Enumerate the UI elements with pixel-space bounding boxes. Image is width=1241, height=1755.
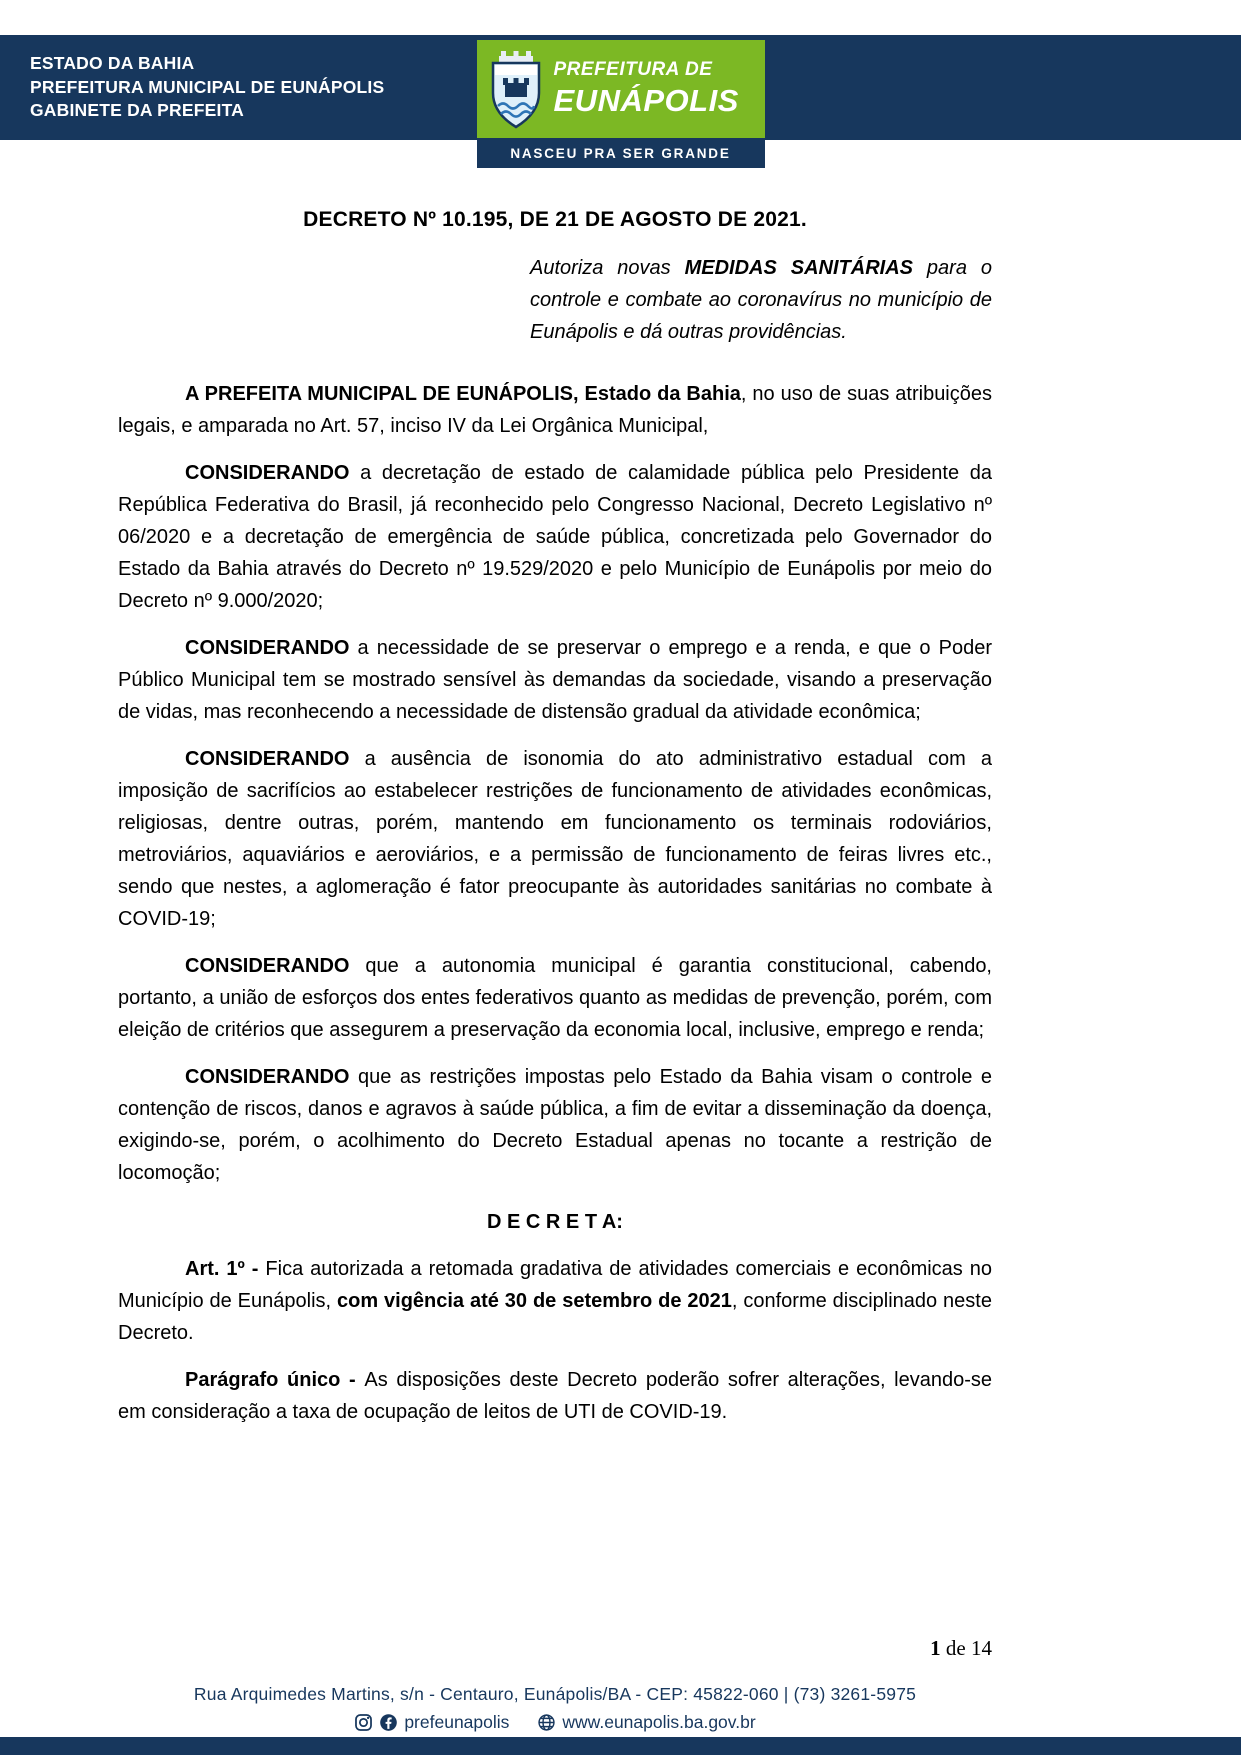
page-number [930,1636,992,1661]
text-run: , conforme disciplinado neste Decreto. [118,1290,992,1344]
text-run: CONSIDERANDO [185,748,350,770]
coat-of-arms-icon [487,49,545,129]
document-header [0,0,1241,168]
document-body [118,204,992,1428]
decree-paragraph-9 [118,1364,992,1428]
footer-address: Rua Arquimedes Martins, s/n - Centauro, Eunápolis/BA - CEP: 45822-060 | (73) 3261-5975 [193,1684,917,1704]
text-run: a ausência de isonomia do ato administrativo estadual com a imposição de sacrifícios ao estabelecer restrições de funcionamento de atividades econômicas, religiosas, dentre outras, porém, mantendo em funcionamento os terminais rodoviários, metroviários, aquaviários e aeroviários, e a permissão de funcionamento de feiras livres etc., sendo que nestes, a aglomeração é fator preocupante às autoridades sanitárias no combate à COVID-19; [118,748,992,930]
text-run: A PREFEITA MUNICIPAL DE EUNÁPOLIS, Estado da Bahia [185,383,741,405]
city-logo-plate [477,40,765,138]
decree-title: DECRETO Nº 10.195, DE 21 DE AGOSTO DE 2021. [303,208,807,231]
decree-paragraph-1 [118,378,992,442]
city-logo-text [554,59,739,119]
text-run: CONSIDERANDO [185,1066,350,1088]
decree-paragraph-3 [118,632,992,728]
text-run: a necessidade de se preservar o emprego e a renda, e que o Poder Público Municipal tem se mostrado sensível às demandas da sociedade, visando a preservação de vidas, mas reconhecendo a necessidade de distensão gradual da atividade econômica; [118,637,992,723]
decree-paragraph-4 [118,743,992,935]
footer-social-handle: prefeunapolis [404,1712,510,1732]
decree-paragraph-7 [118,1206,992,1238]
text-run: Art. 1º - [185,1258,266,1280]
text-run: com vigência até 30 de setembro de 2021 [336,1290,732,1312]
agency-line-office: GABINETE DA PREFEITA [30,100,245,120]
agency-line-state: ESTADO DA BAHIA [30,53,195,73]
logo-line-eunapolis: EUNÁPOLIS [553,83,739,118]
text-run: Autoriza novas [530,257,685,279]
text-run: CONSIDERANDO [185,955,350,977]
text-run: MEDIDAS SANITÁRIAS [684,257,913,279]
decree-paragraph-2 [118,457,992,617]
text-run: a decretação de estado de calamidade pública pelo Presidente da República Federativa do Brasil, já reconhecido pelo Congresso Nacional, Decreto Legislativo nº 06/2020 e a decretação de emergência de saúde pública, concretizada pelo Governador do Estado da Bahia através do Decreto nº 19.529/2020 e pelo Município de Eunápolis por meio do Decreto nº 9.000/2020; [118,462,992,612]
logo-slogan-banner: NASCEU PRA SER GRANDE [477,138,765,168]
decree-paragraph-8 [118,1253,992,1349]
decree-paragraph-5 [118,950,992,1046]
text-run: , no uso de suas atribuições legais, e amparada no Art. 57, inciso IV da Lei Orgânica Municipal, [118,383,992,437]
instagram-icon [354,1713,373,1732]
page-number-total: de 14 [940,1636,992,1660]
page-number-current: 1 [930,1636,941,1660]
decree-paragraph-6 [118,1061,992,1189]
text-run: CONSIDERANDO [185,637,350,659]
decree-epigraph [530,252,992,348]
agency-block [30,52,384,123]
footer-website: www.eunapolis.ba.gov.br [562,1712,756,1732]
decree-paragraphs [118,378,992,1428]
globe-icon [537,1713,556,1732]
text-run: que a autonomia municipal é garantia constitucional, cabendo, portanto, a união de esforços dos entes federativos quanto as medidas de prevenção, porém, com eleição de critérios que assegurem a preservação da economia local, inclusive, emprego e renda; [118,955,992,1041]
text-run: Parágrafo único - [185,1369,365,1391]
footer-band [0,1737,1241,1755]
text-run: Fica autorizada a retomada gradativa de atividades comerciais e econômicas no Município de Eunápolis, [118,1258,993,1312]
logo-line-prefeitura: PREFEITURA DE [553,59,713,80]
text-run: que as restrições impostas pelo Estado da Bahia visam o controle e contenção de riscos, danos e agravos à saúde pública, a fim de evitar a disseminação da doença, exigindo-se, porém, o acolhimento do Decreto Estadual apenas no tocante a restrição de locomoção; [118,1066,992,1184]
text-run: para o controle e combate ao coronavírus no município de Eunápolis e dá outras providências. [530,257,993,343]
text-run: CONSIDERANDO [185,462,350,484]
facebook-icon [379,1713,398,1732]
page-footer [0,1684,1110,1733]
text-run: D E C R E T A: [487,1211,623,1233]
footer-social-line [0,1712,1110,1733]
city-logo [477,40,765,168]
text-run: As disposições deste Decreto poderão sofrer alterações, levando-se em consideração a taxa de ocupação de leitos de UTI de COVID-19. [118,1369,993,1423]
agency-line-city: PREFEITURA MUNICIPAL DE EUNÁPOLIS [30,76,385,97]
